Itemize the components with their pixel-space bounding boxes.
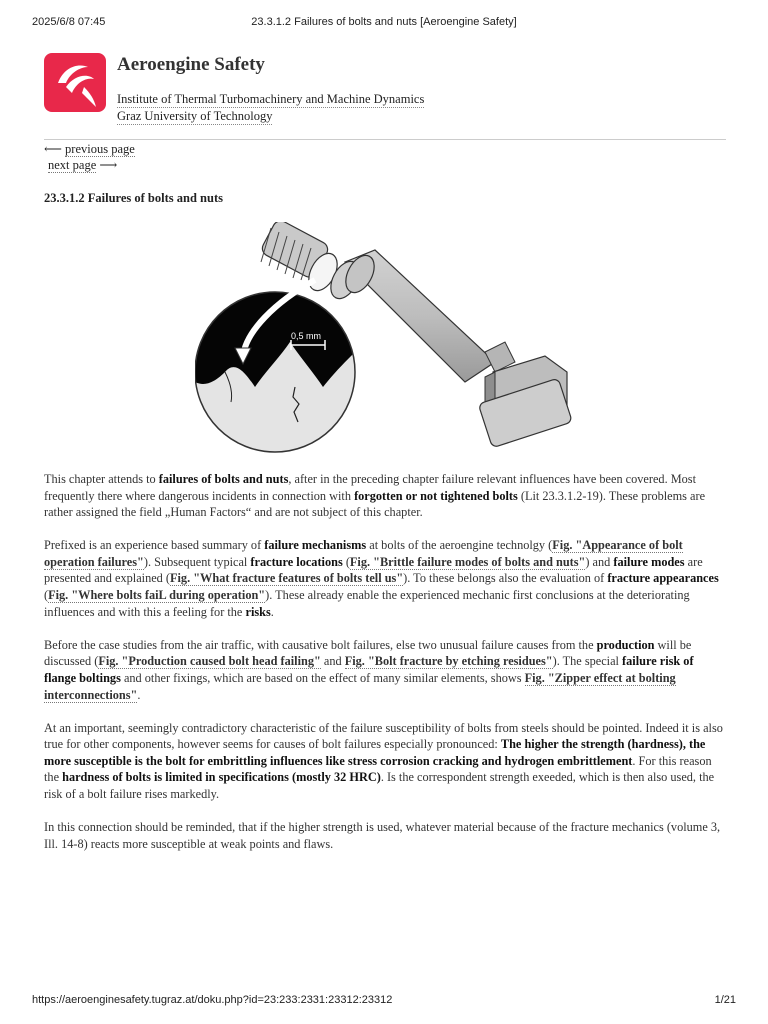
fig-link-production-head[interactable]: Fig. "Production caused bolt head failing" <box>98 654 321 669</box>
print-datetime: 2025/6/8 07:45 <box>32 16 106 28</box>
fig-link-etching[interactable]: Fig. "Bolt fracture by etching residues" <box>344 654 553 669</box>
university-link[interactable]: Graz University of Technology <box>117 109 273 123</box>
paragraph-3: Before the case studies from the air traffic, with causative bolt failures, else two unusual failure causes from the production will be discussed (Fig. "Production caused bolt head failing" and Fig. "Bolt fracture by etching residues"). The special failure risk of flange boltings and other fixings, which are based on the effect of many similar elements, shows Fig. "Zipper effect at bolting interconnections". <box>44 637 694 702</box>
next-page-nav <box>48 158 117 173</box>
fig-link-fracture-features[interactable]: Fig. "What fracture features of bolts tell us" <box>170 571 404 586</box>
site-title[interactable]: Aeroengine Safety <box>117 54 265 75</box>
print-page-title: 23.3.1.2 Failures of bolts and nuts [Aeroengine Safety] <box>251 16 517 28</box>
page-heading: 23.3.1.2 Failures of bolts and nuts <box>44 191 223 205</box>
paragraph-5: In this connection should be reminded, that if the higher strength is used, whatever material because of the fracture mechanics (volume 3, Ill. 14-8) reacts more susceptible at weak points and flaws. <box>44 820 721 851</box>
fig-link-zipper[interactable]: Fig. "Zipper effect at bolting interconnections" <box>44 670 676 702</box>
next-page-link[interactable]: next page <box>48 158 97 172</box>
previous-page-nav <box>44 142 135 157</box>
paragraph-1: This chapter attends to failures of bolts and nuts, after in the preceding chapter failure relevant influences have been covered. Most frequently there where dangerous incidents in connection with forgotten or not tightened bolts (Lit 23.3.1.2-19). These problems are rather assigned the field „Human Factors“ and are not subject of this chapter. <box>44 472 706 520</box>
institute-link[interactable]: Institute of Thermal Turbomachinery and Machine Dynamics <box>117 92 425 106</box>
site-logo[interactable] <box>44 53 106 112</box>
bolt-fracture-illustration <box>195 222 575 472</box>
print-footer <box>32 994 736 1008</box>
paragraph-2: Prefixed is an experience based summary of failure mechanisms at bolts of the aeroengine technolgy (Fig. "Appearance of bolt operation failures"). Subsequent typical fracture locations (Fig. "Brittle failure modes of bolts and nuts") and failure modes are presented and explained (Fig. "What fracture features of bolts tell us"). To these belongs also the evaluation of fracture appearances (Fig. "Where bolts faiL during operation"). These already enable the experienced mechanic first conclusions at the deteriorating influences and with this a feeling for the risks. <box>44 538 719 619</box>
print-page-number: 1/21 <box>714 994 736 1006</box>
article-body <box>44 471 726 869</box>
arrow-right-icon: ⟶ <box>99 158 118 172</box>
fig-link-brittle-failure[interactable]: Fig. "Brittle failure modes of bolts and nuts" <box>349 554 586 569</box>
fig-link-where-bolts-fail[interactable]: Fig. "Where bolts faiL during operation" <box>48 588 266 603</box>
print-header <box>32 16 736 30</box>
logo-swoosh-icon <box>44 53 106 112</box>
header-divider <box>44 139 726 140</box>
previous-page-link[interactable]: previous page <box>65 142 135 156</box>
print-url: https://aeroenginesafety.tugraz.at/doku.php?id=23:233:2331:23312:23312 <box>32 994 393 1006</box>
bolt-head <box>478 356 572 448</box>
fig-link-appearance[interactable]: Fig. "Appearance of bolt operation failures" <box>44 538 683 569</box>
arrow-left-icon: ⟵ <box>44 142 62 156</box>
paragraph-4: At an important, seemingly contradictory characteristic of the failure susceptibility of bolts from steels should be pointed. Indeed it is also true for other components, however seems for causes of bolt failures especially pronounced: The higher the strength (hardness), the more susceptible is the bolt for embrittling influences like stress corrosion cracking and hydrogen embrittlement. For this reason the hardness of bolts is limited in specifications (mostly 32 HRC). Is the correspondent strength exeeded, which is then also used, the risk of a bolt failure rises markedly. <box>44 720 723 801</box>
scale-label: 0,5 mm <box>291 331 322 341</box>
